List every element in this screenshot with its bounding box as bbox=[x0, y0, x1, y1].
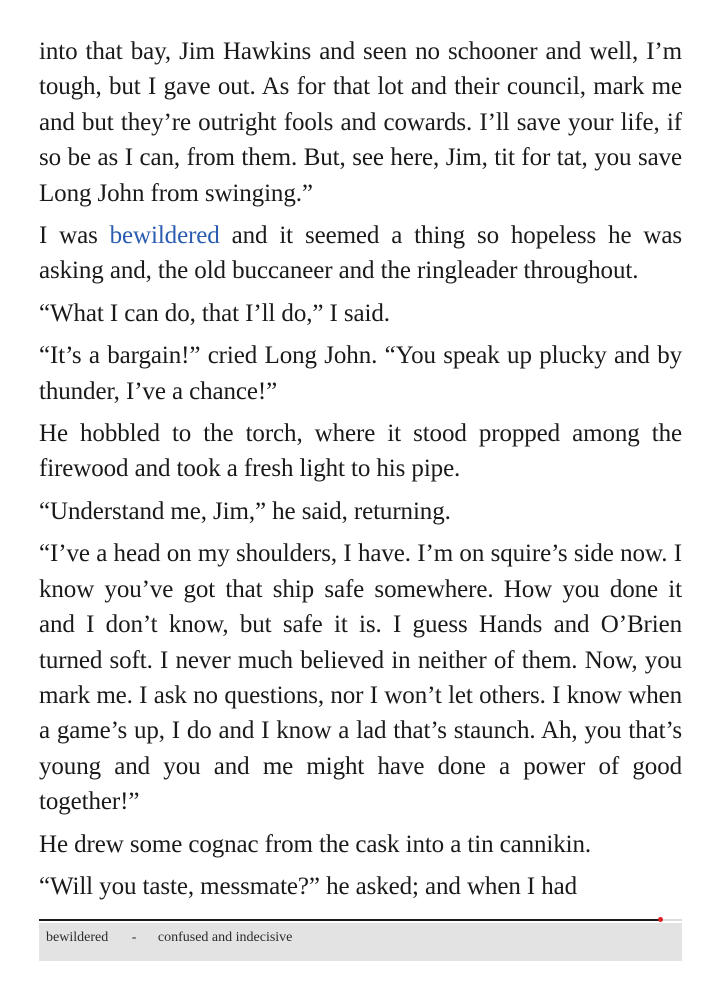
paragraph-5: He hobbled to the torch, where it stood propped among the firewood and took a fresh light to his pipe. bbox=[39, 420, 682, 483]
progress-fill bbox=[39, 919, 660, 921]
glossed-word-bewildered[interactable]: bewildered bbox=[109, 222, 220, 250]
paragraph-9: “Will you taste, messmate?” he asked; and when I had bbox=[39, 872, 578, 900]
glossary-bar bbox=[39, 923, 682, 961]
paragraph-2-lead: I was bbox=[39, 222, 110, 250]
paragraph-6: “Understand me, Jim,” he said, returning. bbox=[39, 497, 451, 525]
paragraph-1: into that bay, Jim Hawkins and seen no schooner and well, I’m tough, but I gave out. As for that lot and their council, mark me and but they’re outright fools and cowards. I’ll save your life, if so be as I can, from them. But, see here, Jim, tit for tat, you save Long John from swinging.” bbox=[39, 38, 682, 207]
glossary-definition: confused and indecisive bbox=[157, 930, 293, 945]
progress-marker-dot[interactable] bbox=[658, 917, 663, 922]
paragraph-8: He drew some cognac from the cask into a tin cannikin. bbox=[39, 830, 592, 858]
reading-page bbox=[39, 34, 682, 911]
reading-progress-bar[interactable] bbox=[39, 919, 682, 921]
paragraph-2-rest: and it seemed a thing so hopeless he was asking and, the old buccaneer and the ringleader throughout. bbox=[39, 222, 682, 285]
glossary-separator: - bbox=[131, 930, 137, 945]
paragraph-2 bbox=[39, 218, 682, 289]
paragraph-3: “What I can do, that I’ll do,” I said. bbox=[39, 299, 390, 327]
paragraph-4: “It’s a bargain!” cried Long John. “You speak up plucky and by thunder, I’ve a chance!” bbox=[39, 342, 682, 405]
paragraph-7: “I’ve a head on my shoulders, I have. I’m on squire’s side now. I know you’ve got that ship safe somewhere. How you done it and I don’t know, but safe it is. I guess Hands and O’Brien turned soft. I never much believed in neither of them. Now, you mark me. I ask no questions, nor I won’t let others. I know when a game’s up, I do and I know a lad that’s staunch. Ah, you that’s young and you and me might have done a power of good together!” bbox=[39, 540, 682, 816]
glossary-term: bewildered bbox=[46, 930, 109, 945]
